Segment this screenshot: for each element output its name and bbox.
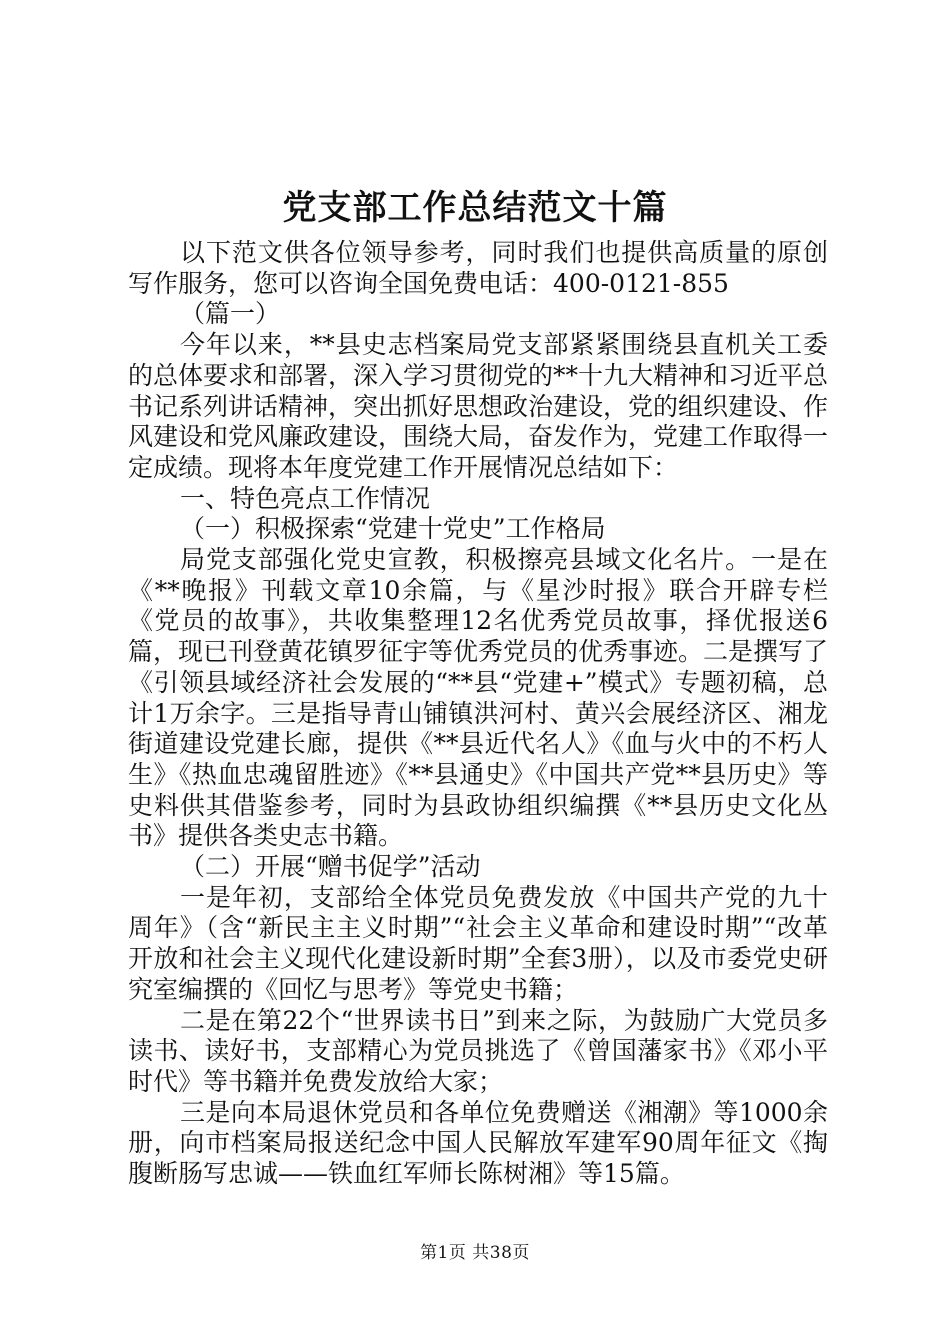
subheading-party-history: （一）积极探索“党建十党史”工作格局 [180,514,606,544]
party-history-paragraph: 局党支部强化党史宣教，积极擦亮县域文化名片。一是在《**晚报》刊载文章10余篇，与《星沙时报》联合开辟专栏《党员的故事》，共收集整理12名优秀党员故事，择优报送6篇，现已刊登黄花镇罗征宇等优秀党员的优秀事迹。二是撰写了《引领县域经济社会发展的“**县“党建+”模式》专题初稿，总计1万余字。三是指导青山铺镇洪河村、黄兴会展经济区、湘龙街道建设党建长廊，提供《**县近代名人》《血与火中的不朽人生》《热血忠魂留胜迹》《**县通史》《中国共产党**县历史》等史料供其借鉴参考，同时为县政协组织编撰《**县历史文化丛书》提供各类史志书籍。 [128,545,829,851]
document-title: 党支部工作总结范文十篇 [282,188,668,228]
book-donation-item-3: 三是向本局退休党员和各单位免费赠送《湘潮》等1000余册，向市档案局报送纪念中国人民解放军建军90周年征文《掏腹断肠写忠诚——铁血红军师长陈树湘》等15篇。 [128,1097,828,1189]
summary-paragraph: 今年以来，**县史志档案局党支部紧紧围绕县直机关工委的总体要求和部署，深入学习贯彻党的**十九大精神和习近平总书记系列讲话精神，突出抓好思想政治建设，党的组织建设、作风建设和党风廉政建设，围绕大局，奋发作为，党建工作取得一定成绩。现将本年度党建工作开展情况总结如下： [128,330,829,482]
intro-paragraph: 以下范文供各位领导参考，同时我们也提供高质量的原创写作服务，您可以咨询全国免费电话：400-0121-855 [128,238,828,298]
document-body [128,238,828,1190]
book-donation-item-2: 二是在第22个“世界读书日”到来之际，为鼓励广大党员多读书、读好书，支部精心为党员挑选了《曾国藩家书》《邓小平时代》等书籍并免费发放给大家； [128,1005,828,1096]
page-number-footer: 第1页 共38页 [420,1243,530,1263]
book-donation-item-1: 一是年初，支部给全体党员免费发放《中国共产党的九十周年》（含“新民主主义时期”“社会主义革命和建设时期”“改革开放和社会主义现代化建设新时期”全套3册），以及市委党史研究室编撰的《回忆与思考》等党史书籍； [128,882,828,1004]
heading-highlights: 一、特色亮点工作情况 [180,483,431,513]
subheading-book-donation: （二）开展“赠书促学”活动 [180,852,481,882]
section-label-part-one: （篇一） [180,299,281,329]
